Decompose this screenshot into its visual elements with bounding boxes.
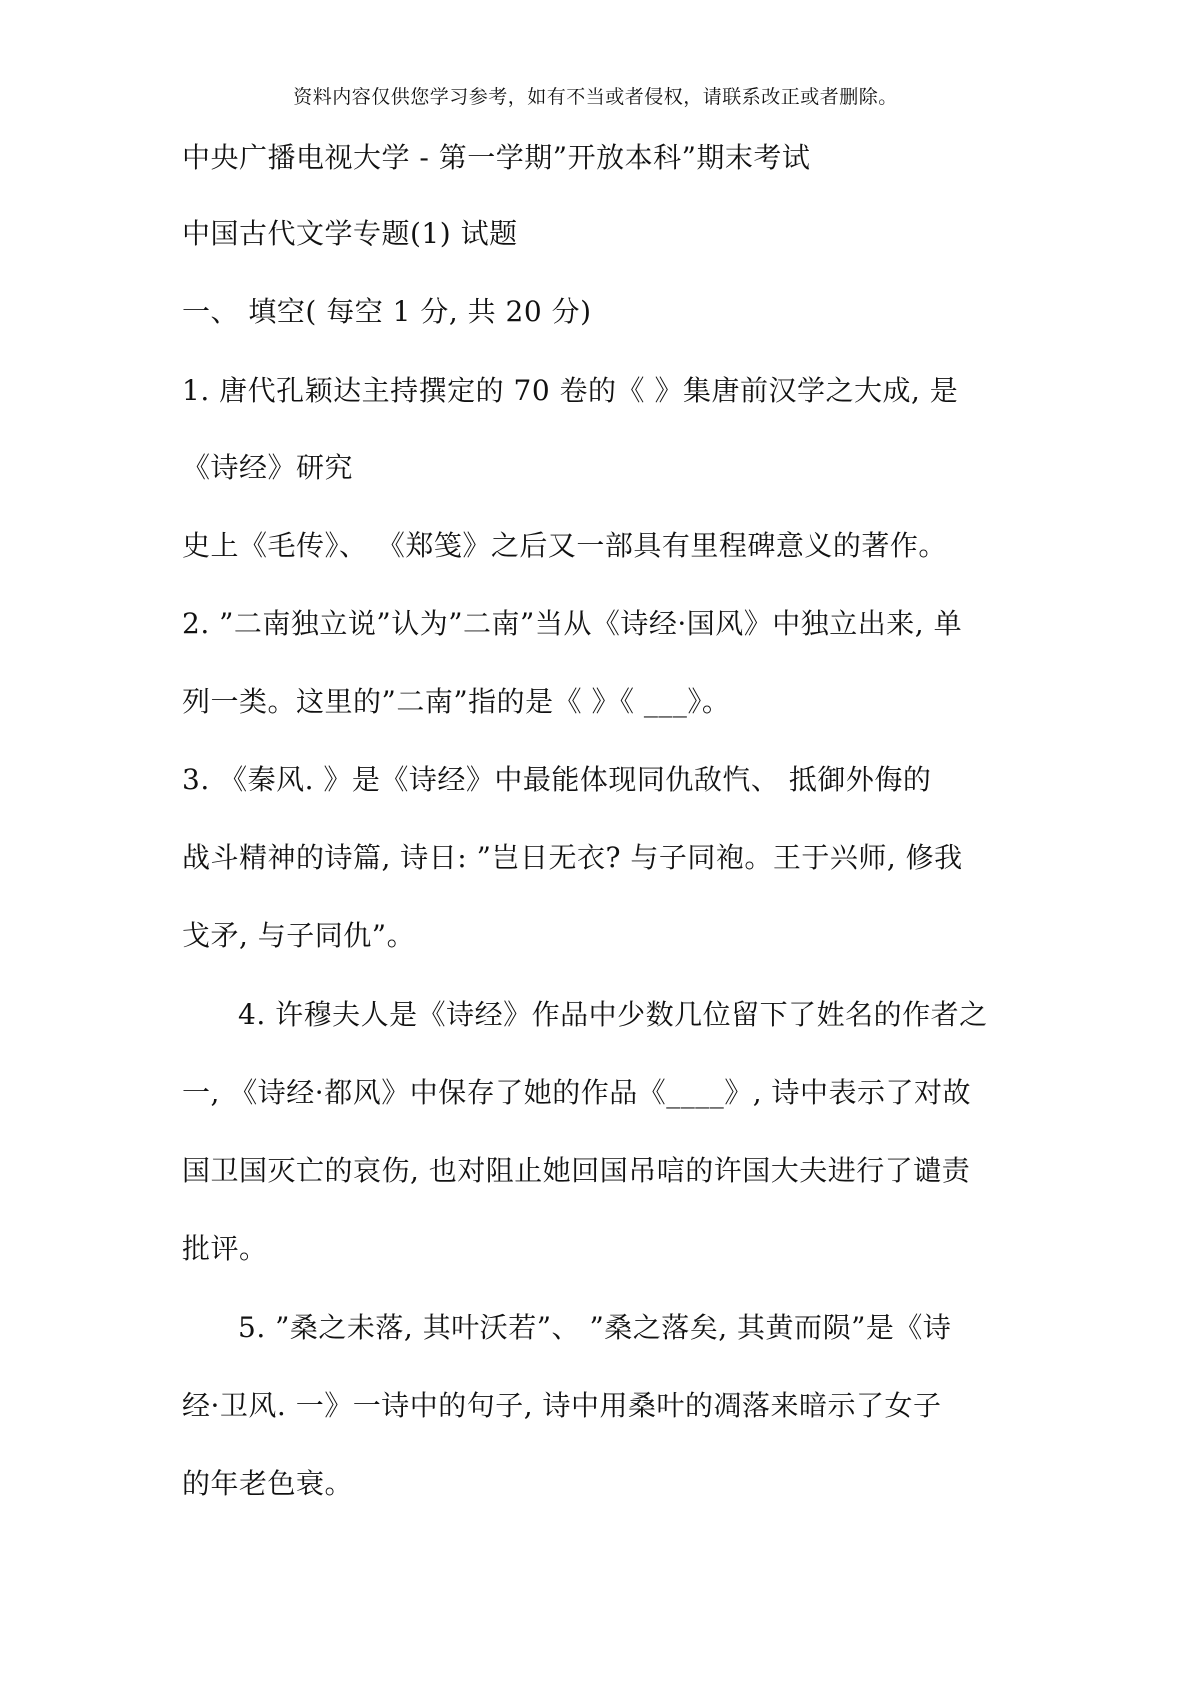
question-3-line-1: 3. 《秦风. 》是《诗经》中最能体现同仇敌忾、 抵御外侮的 xyxy=(182,763,932,796)
exam-subtitle: 中国古代文学专题(1) 试题 xyxy=(182,217,518,250)
question-3-line-3: 戈矛, 与子同仇”。 xyxy=(182,919,416,952)
question-4-line-3: 国卫国灭亡的哀伤, 也对阻止她回国吊唁的许国大夫进行了谴责 xyxy=(182,1154,971,1187)
question-2-line-2: 列一类。这里的”二南”指的是《 》《 ___》。 xyxy=(182,685,731,718)
question-4-line-1: 4. 许穆夫人是《诗经》作品中少数几位留下了姓名的作者之 xyxy=(238,998,988,1031)
question-4-line-4: 批评。 xyxy=(182,1232,268,1265)
question-5-line-3: 的年老色衰。 xyxy=(182,1467,354,1500)
question-1-line-2: 《诗经》研究 xyxy=(182,451,354,484)
exam-title: 中央广播电视大学 - 第一学期”开放本科”期末考试 xyxy=(182,141,811,174)
question-4-line-2: 一, 《诗经·都风》中保存了她的作品《____》, 诗中表示了对故 xyxy=(182,1076,972,1109)
disclaimer-header: 资料内容仅供您学习参考，如有不当或者侵权，请联系改正或者删除。 xyxy=(293,86,898,108)
question-3-line-2: 战斗精神的诗篇, 诗日: ”岂日无衣? 与子同袍。王于兴师, 修我 xyxy=(182,841,963,874)
question-2-line-1: 2. ”二南独立说”认为”二南”当从《诗经·国风》中独立出来, 单 xyxy=(182,607,963,640)
question-1-line-3: 史上《毛传》、 《郑笺》之后又一部具有里程碑意义的著作。 xyxy=(182,529,947,562)
question-5-line-2: 经·卫风. 一》一诗中的句子, 诗中用桑叶的凋落来暗示了女子 xyxy=(182,1389,942,1422)
question-5-line-1: 5. ”桑之未落, 其叶沃若”、 ”桑之落矣, 其黄而陨”是《诗 xyxy=(238,1311,952,1344)
question-1-line-1: 1. 唐代孔颖达主持撰定的 70 卷的《 》集唐前汉学之大成, 是 xyxy=(182,374,959,407)
section-heading: 一、 填空( 每空 1 分, 共 20 分) xyxy=(182,295,592,328)
